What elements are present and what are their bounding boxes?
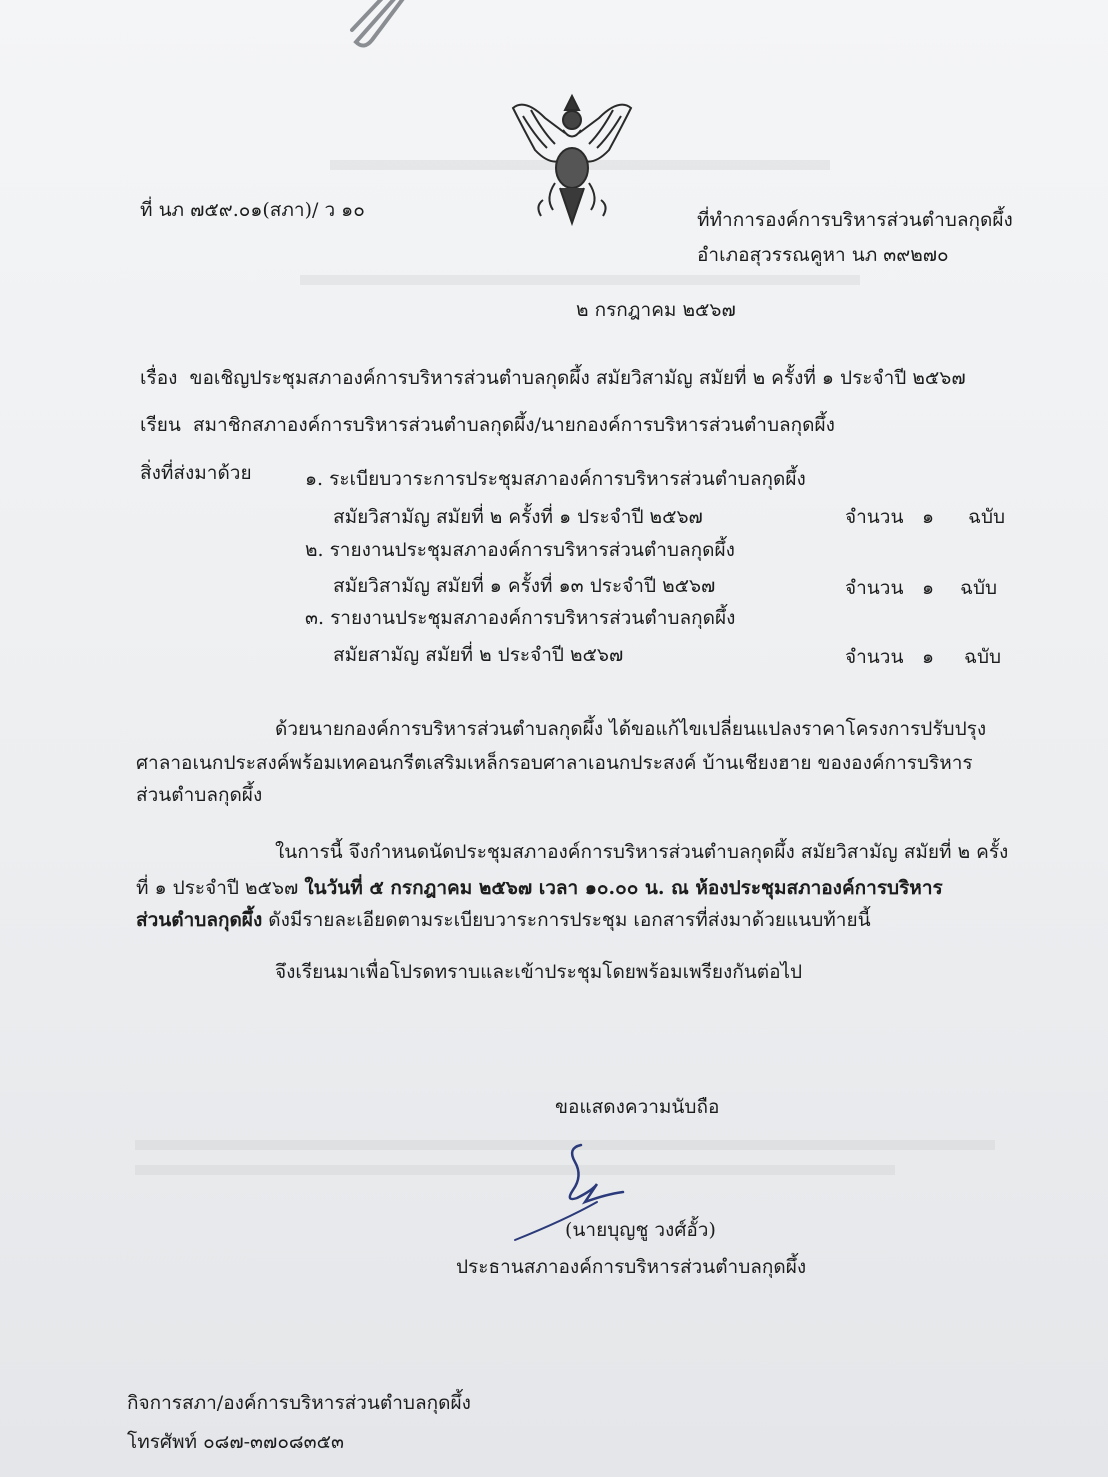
enclosure-item-1-unit: ฉบับ <box>968 506 1006 528</box>
enclosure-item-1-line1: ๑. ระเบียบวาระการประชุมสภาองค์การบริหารส่วนตำบลกุดผึ้ง <box>305 468 806 490</box>
enclosure-item-2-qty: ๑ <box>922 577 935 599</box>
body-paragraph-2-line1: ในการนี้ จึงกำหนดนัดประชุมสภาองค์การบริหารส่วนตำบลกุดผึ้ง สมัยวิสามัญ สมัยที่ ๒ ครั้ง <box>275 841 1009 863</box>
enclosure-item-1-line2: สมัยวิสามัญ สมัยที่ ๒ ครั้งที่ ๑ ประจำปี ๒๕๖๗ <box>333 506 703 528</box>
footer-department: กิจการสภา/องค์การบริหารส่วนตำบลกุดผึ้ง <box>127 1392 471 1414</box>
enclosure-item-3-unit: ฉบับ <box>964 646 1002 668</box>
signatory-name: (นายบุญชู วงศ์อั้ว) <box>565 1219 716 1241</box>
reference-number: ที่ นภ ๗๕๙.๐๑(สภา)/ ว ๑๐ <box>140 199 365 221</box>
subject-text: ขอเชิญประชุมสภาองค์การบริหารส่วนตำบลกุดผึ้ง สมัยวิสามัญ สมัยที่ ๒ ครั้งที่ ๑ ประจำปี ๒๕๖๗ <box>189 367 966 389</box>
enclosure-item-3-line1: ๓. รายงานประชุมสภาองค์การบริหารส่วนตำบลกุดผึ้ง <box>305 607 736 629</box>
recipient-label: เรียน <box>140 414 181 436</box>
body-paragraph-3: จึงเรียนมาเพื่อโปรดทราบและเข้าประชุมโดยพร้อมเพรียงกันต่อไป <box>275 961 803 983</box>
enclosures-label: สิ่งที่ส่งมาด้วย <box>140 462 252 484</box>
enclosure-item-2-line2: สมัยวิสามัญ สมัยที่ ๑ ครั้งที่ ๑๓ ประจำปี ๒๕๖๗ <box>333 575 716 597</box>
meeting-ordinal: ที่ ๑ ประจำปี ๒๕๖๗ <box>136 877 305 899</box>
body-paragraph-1-line2: ศาลาอเนกประสงค์พร้อมเทคอนกรีตเสริมเหล็กรอบศาลาเอนกประสงค์ บ้านเชียงฮาย ขององค์การบริหาร <box>136 752 973 774</box>
letter-date: ๒ กรกฎาคม ๒๕๖๗ <box>576 299 736 321</box>
enclosure-item-2-qty-label: จำนวน <box>845 577 904 599</box>
meeting-details-note: ดังมีรายละเอียดตามระเบียบวาระการประชุม เอกสารที่ส่งมาด้วยแนบท้ายนี้ <box>262 909 871 931</box>
meeting-venue-org: ส่วนตำบลกุดผึ้ง <box>136 909 263 931</box>
enclosure-item-3-qty-label: จำนวน <box>845 646 904 668</box>
body-paragraph-2-line2 <box>136 876 943 900</box>
enclosure-item-1-qty-label: จำนวน <box>845 506 904 528</box>
garuda-emblem-icon <box>505 88 639 228</box>
footer-phone: โทรศัพท์ ๐๘๗-๓๗๐๘๓๕๓ <box>127 1431 344 1453</box>
office-address-line2: อำเภอสุวรรณคูหา นภ ๓๙๒๗๐ <box>697 244 949 266</box>
enclosure-item-3-qty: ๑ <box>922 646 935 668</box>
subject-line <box>140 366 966 390</box>
body-paragraph-1-line1: ด้วยนายกองค์การบริหารส่วนตำบลกุดผึ้ง ได้ขอแก้ไขเปลี่ยนแปลงราคาโครงการปรับปรุง <box>275 718 987 740</box>
recipient-text: สมาชิกสภาองค์การบริหารส่วนตำบลกุดผึ้ง/นายกองค์การบริหารส่วนตำบลกุดผึ้ง <box>192 414 835 436</box>
enclosure-item-3-line2: สมัยสามัญ สมัยที่ ๒ ประจำปี ๒๕๖๗ <box>333 644 624 666</box>
paper-clip <box>342 0 422 80</box>
body-paragraph-2-line3 <box>136 908 871 932</box>
enclosure-item-2-unit: ฉบับ <box>960 577 998 599</box>
meeting-datetime-place: ในวันที่ ๕ กรกฎาคม ๒๕๖๗ เวลา ๑๐.๐๐ น. ณ ห้องประชุมสภาองค์การบริหาร <box>304 877 943 899</box>
office-address-line1: ที่ทำการองค์การบริหารส่วนตำบลกุดผึ้ง <box>697 209 1013 231</box>
enclosure-item-2-line1: ๒. รายงานประชุมสภาองค์การบริหารส่วนตำบลกุดผึ้ง <box>305 539 735 561</box>
subject-label: เรื่อง <box>140 367 178 389</box>
signatory-position: ประธานสภาองค์การบริหารส่วนตำบลกุดผึ้ง <box>456 1256 807 1278</box>
body-paragraph-1-line3: ส่วนตำบลกุดผึ้ง <box>136 784 263 806</box>
closing-regards: ขอแสดงความนับถือ <box>555 1096 720 1118</box>
recipient-line <box>140 413 835 437</box>
enclosure-item-1-qty: ๑ <box>922 506 935 528</box>
